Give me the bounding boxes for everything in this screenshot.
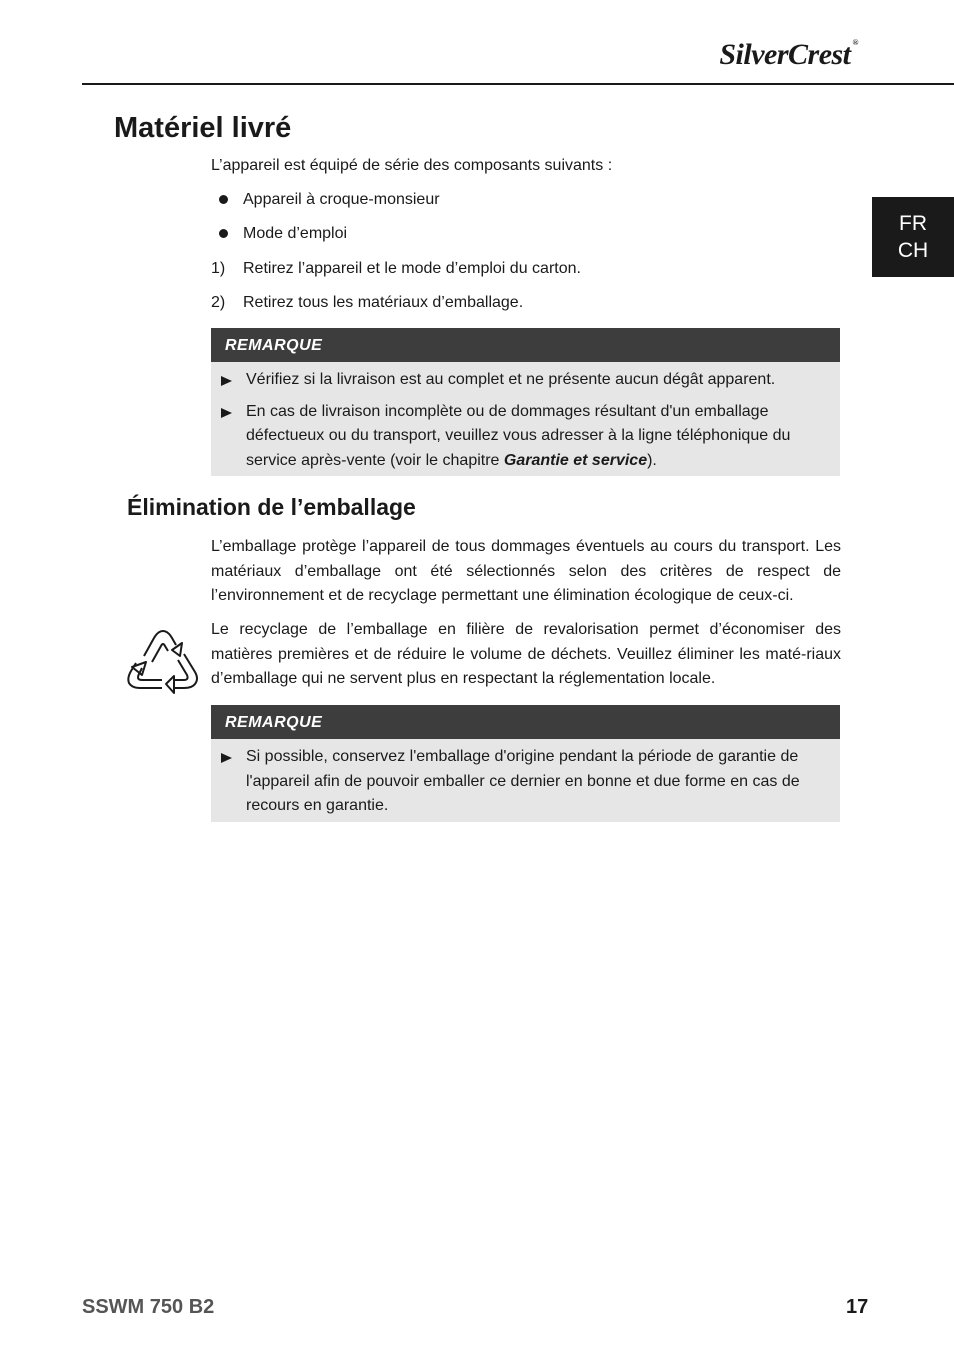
paragraph: L’emballage protège l’appareil de tous dommages éventuels au cours du transport. Les matériaux d’emballage ont été sélectionnés selon des critères de respect de l’environnement et de recyclage permettant une élimination écologique de ceux-ci. — [211, 538, 841, 604]
list-item: Mode d’emploi — [243, 225, 348, 242]
registered-mark: ® — [852, 38, 858, 47]
note-text: Vérifiez si la livraison est au complet et ne présente aucun dégât apparent. — [246, 371, 776, 388]
note-item — [211, 400, 840, 474]
recycle-icon — [122, 620, 204, 698]
footer-model: SSWM 750 B2 — [82, 1296, 215, 1318]
note-item — [211, 368, 840, 393]
paragraph: Le recyclage de l’emballage en filière de revalorisation permet d’économiser des matières premières et de réduire le volume de déchets. Veuillez éliminer les maté-riaux d’emballage qui ne servent plus en respectant la réglementation locale. — [211, 621, 841, 687]
note-header: REMARQUE — [211, 705, 840, 739]
arrow-right-icon — [221, 408, 232, 418]
intro-text: L’appareil est équipé de série des composants suivants : — [211, 157, 613, 174]
chapter-reference: Garantie et service — [503, 451, 648, 469]
section-title-materiel: Matériel livré — [114, 112, 292, 144]
brand-logo — [719, 38, 858, 72]
step-text: Retirez tous les matériaux d’emballage. — [243, 294, 524, 311]
note-text: Si possible, conservez l'emballage d'origine pendant la période de garantie de l'appareil afin de pouvoir emballer ce dernier en bonne et due forme en cas de recours en garantie. — [246, 748, 800, 814]
page-number: 17 — [846, 1296, 869, 1318]
note-box — [211, 705, 840, 822]
step-number: 2) — [211, 294, 226, 311]
list-item: Appareil à croque-monsieur — [243, 191, 440, 208]
language-tab — [872, 197, 954, 277]
note-box — [211, 328, 840, 476]
note-item — [211, 745, 840, 819]
bullet-icon — [219, 229, 228, 238]
note-text-end: ). — [647, 451, 657, 469]
note-header: REMARQUE — [211, 328, 840, 362]
header-divider — [82, 83, 954, 85]
arrow-right-icon — [221, 753, 232, 763]
brand-name: SilverCrest — [719, 38, 851, 71]
step-number: 1) — [211, 260, 226, 277]
bullet-icon — [219, 195, 228, 204]
language-code-ch: CH — [897, 239, 929, 262]
note-text: En cas de livraison incomplète ou de dommages résultant d'un emballage défectueux ou du transport, veuillez vous adresser à la ligne téléphonique du service après-vente (voir le chapitre — [246, 402, 791, 469]
language-code-fr: FR — [899, 212, 927, 235]
step-text: Retirez l’appareil et le mode d’emploi du carton. — [243, 260, 581, 277]
arrow-right-icon — [221, 376, 232, 386]
section-title-elimination: Élimination de l’emballage — [127, 494, 416, 520]
